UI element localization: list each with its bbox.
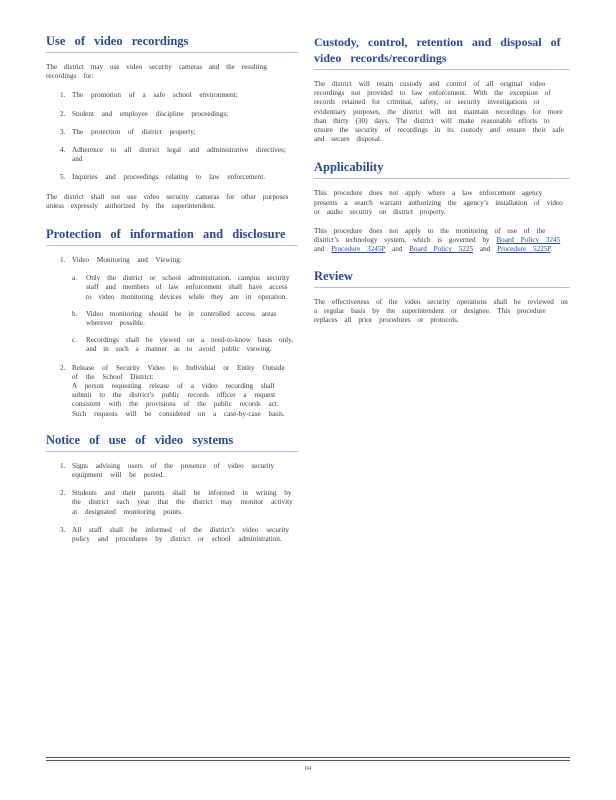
item-number: 1.: [60, 91, 66, 100]
item-text: Adherence to all district legal and administrative directives; and: [72, 146, 286, 164]
page-number: 04: [304, 765, 312, 772]
item-detail: A person requesting release of a video recording shall submit to the district’s public records officer a request consistent with the provisions of the public records act. Such requests will be considered on a case-by-case basis.: [72, 382, 285, 418]
item-text: Student and employee discipline proceedings;: [72, 109, 229, 118]
sub-item-text: Recordings shall be viewed on a need-to-know basis only, and in such a manner as to avoid public viewing.: [86, 336, 294, 354]
item-number: 4.: [60, 146, 66, 155]
list-item: [46, 526, 298, 544]
heading-review: Review: [314, 269, 570, 288]
conjunction: and: [385, 245, 410, 254]
item-text: The promotion of a safe school environment;: [72, 91, 238, 100]
item-number: 2.: [60, 363, 66, 372]
link-board-policy-3245[interactable]: Board Policy 3245: [496, 236, 561, 245]
heading-custody-control: Custody, control, retention and disposal of video records/recordings: [314, 34, 570, 70]
list-item: [46, 128, 298, 137]
list-item: [46, 110, 298, 119]
protection-list: [46, 256, 298, 419]
heading-use-of-video-recordings: Use of video recordings: [46, 34, 298, 53]
item-number: 2.: [60, 109, 66, 118]
sub-item-text: Video monitoring should be in controlled access areas wherever possible.: [86, 309, 277, 328]
heading-protection-of-information: Protection of information and disclosure: [46, 227, 298, 246]
sentence-end: .: [550, 245, 553, 254]
list-item: [46, 173, 298, 182]
left-column: [46, 34, 298, 554]
footer-rule: [46, 757, 570, 758]
list-item: [46, 489, 298, 517]
review-body: The effectiveness of the video security operations shall be reviewed on a regular basis by the superintendent or designee. This procedure replaces all prior procedures or protocols.: [314, 297, 568, 325]
heading-notice-of-use: Notice of use of video systems: [46, 433, 298, 452]
sub-list-item: [72, 274, 298, 302]
item-text: Signs advising users of the presence of video security equipment will be posted.: [72, 461, 275, 480]
sub-list-item: [72, 310, 298, 328]
applicability-p1: This procedure does not apply where a law enforcement agency presents a search warrant authorizing the agency’s installation of video or audio security on district property.: [314, 189, 563, 216]
item-number: 5.: [60, 173, 66, 182]
applicability-p2: [314, 227, 570, 255]
list-item: [46, 146, 298, 164]
footer-rule: [46, 760, 570, 761]
conjunction: and: [473, 245, 498, 254]
link-procedure-3245p[interactable]: Procedure 3245P: [331, 245, 386, 254]
notice-list: [46, 462, 298, 544]
list-item: [46, 364, 298, 419]
sub-item-letter: a.: [72, 274, 77, 283]
item-text: The protection of district property;: [72, 127, 196, 136]
right-column: [314, 34, 570, 335]
item-number: 3.: [60, 525, 66, 534]
item-number: 2.: [60, 489, 66, 498]
list-item: [46, 462, 298, 480]
sub-list-item: [72, 336, 298, 354]
use-list: [46, 91, 298, 182]
item-text: Release of Security Video to Individual or Entity Outside of the School District:: [72, 363, 285, 381]
link-board-policy-5225[interactable]: Board Policy 5225: [409, 245, 474, 254]
sub-item-letter: c.: [72, 336, 77, 345]
sub-item-letter: b.: [72, 309, 78, 318]
sub-list: [72, 274, 298, 354]
heading-applicability: Applicability: [314, 160, 570, 179]
item-number: 1.: [60, 256, 66, 265]
item-number: 3.: [60, 127, 66, 136]
use-intro: The district may use video security cameras and the resulting recordings for:: [46, 63, 267, 81]
list-item: [46, 256, 298, 355]
sub-item-text: Only the district or school administration, campus security staff and members of law enforcement shall have access to video monitoring devices while they are in operation.: [86, 274, 290, 301]
item-text: Video Monitoring and Viewing:: [72, 256, 182, 265]
list-item: [46, 91, 298, 100]
item-text: All staff shall be informed of the district’s video security policy and procedures by district or school administration.: [72, 525, 289, 544]
item-text: Students and their parents shall be informed in writing by the district each year that the district may monitor activity at designated monitoring points.: [72, 489, 293, 516]
link-procedure-5225p[interactable]: Procedure 5225P: [497, 245, 551, 254]
item-number: 1.: [60, 461, 66, 470]
conjunction: and: [314, 245, 332, 254]
use-closing: The district shall not use video security cameras for other purposes unless expressly authorized by the superintendent.: [46, 192, 289, 210]
applicability-p2-text: This procedure does not apply to the monitoring of use of the district’s technology system, which is governed by: [314, 227, 546, 245]
item-text: Inquiries and proceedings relating to law enforcement.: [72, 173, 266, 182]
custody-body: The district will retain custody and control of all original video recordings not provided to law enforcement. With the exception of records retained for criminal, safety, or security investigations or evidentiary purposes, the district will not maintain recordings for more than thirty (30) days. The district will make reasonable efforts to ensure the security of recordings in its custody and ensure their safe and secure disposal.: [314, 80, 564, 144]
